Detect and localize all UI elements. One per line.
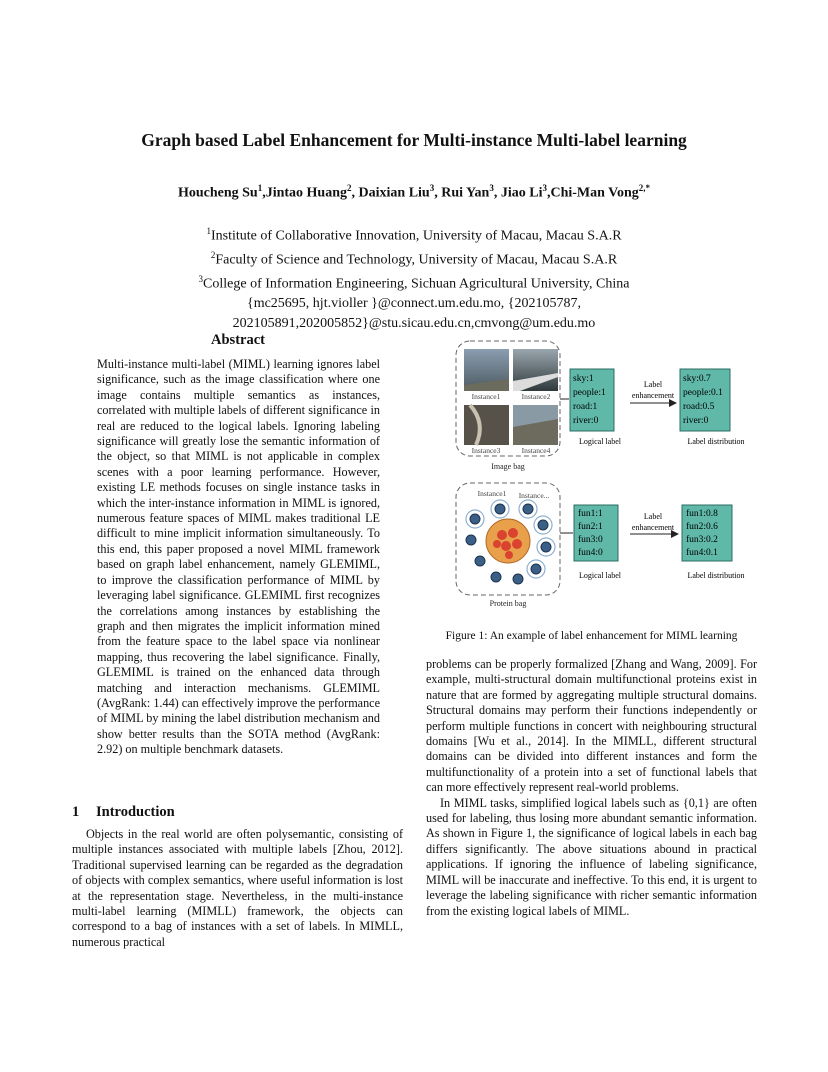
affiliation-text: Faculty of Science and Technology, University of Macau, Macau S.A.R [215, 252, 618, 268]
instance-image-4 [513, 405, 558, 445]
affiliation [0, 246, 828, 270]
box-caption: Label distribution [687, 571, 745, 580]
section-number: 1 [72, 804, 80, 820]
intro-left-column [72, 827, 403, 950]
instance-label: Instance2 [521, 392, 551, 401]
abstract-heading: Abstract [211, 332, 265, 348]
distribution-item: fun4:0.1 [686, 548, 718, 558]
author-name: Jiao Li [500, 185, 543, 201]
logical-label-item: sky:1 [573, 374, 594, 384]
bag-label: Image bag [491, 462, 525, 471]
abstract-paragraph: Multi-instance multi-label (MIML) learning ignores label significance, such as the image classification where one image contains multiple semantics as instances, correlated with multiple labels of different significance in real are reduced to the logical labels. Ignoring labeling significance will greatly lose the semantic information of the object, so that MIML is not applicable in complex scenes with a poor learning performance. However, existing LE methods focuses on single instance tasks in which the inter-instance information in MIML is ignored, numerous feature spaces of MIML makes traditional LE difficult to mine implicit information simultaneously. To this end, this paper proposed a novel MIML framework based on graph label enhancement, namely GLEMIML, to improve the classification performance of MIML by leveraging label significance. GLEMIML first recognizes the correlations among instances by establishing the graph and then migrates the implicit information mined from the feature space to the label space via nonlinear mapping, thus recovering the label significance. Finally, GLEMIML is trained on the enhanced data through matching and interaction mechanisms. GLEMIML (AvgRank: 1.44) can effectively improve the performance of MIML by mining the label distribution mechanism and show better results than the SOTA method (AvgRank: 2.92) on multiple benchmark datasets. [97, 357, 380, 757]
instance-label: Instance4 [521, 446, 551, 455]
abstract-text [97, 357, 380, 758]
instance-image-1 [464, 349, 509, 391]
box-caption: Logical label [579, 571, 621, 580]
author-sup: 3 [542, 183, 547, 193]
author-sup: 1 [257, 183, 263, 193]
logical-label-item: fun2:1 [578, 522, 603, 532]
logical-label-item: fun3:0 [578, 535, 603, 545]
intro-paragraph: Objects in the real world are often polysemantic, consisting of multiple instances associated with multiple labels [Zhou, 2012]. Traditional supervised learning can be regarded as the degradation of objects with complex semantics, where useful information is lost at the representation stage. Nevertheless, in the multi-instance multi-label learning (MIMLL) framework, the objects can correspond to a bag of instances with a set of labels. In MIMLL, numerous practical [72, 827, 403, 949]
affiliation-text: College of Information Engineering, Sichuan Agricultural University, China [203, 276, 630, 292]
protein-graphic [466, 500, 555, 584]
logical-label-item: fun1:1 [578, 509, 603, 519]
distribution-item: fun2:0.6 [686, 522, 718, 532]
figure-caption: Figure 1: An example of label enhancement for MIML learning [445, 630, 738, 642]
arrow-label: enhancement [631, 391, 675, 400]
author-list: Houcheng Su$^1$,Jintao Huang$^2$, Daixian Liu$^3$, Rui Yan$^3$, Jiao Li$^3$,Chi-Man Vong$^{2,*}$ [177, 183, 651, 201]
distribution-item: people:0.1 [683, 388, 723, 398]
intro-paragraph: problems can be properly formalized [Zhang and Wang, 2009]. For example, multi-structural domain multifunctional proteins exist in nature that are formed by aggregating multiple structural domains. Structural domains may perform their functions independently or perform multiple functions in concert with neighbouring structural domains [Wu et al., 2014]. In the MIMLL, different structural domains can be divided into different instances and form the multifunctionality of a protein into a set of functional labels that can more effectively represent real-world problems. [426, 657, 757, 795]
logical-label-item: river:0 [573, 416, 599, 426]
logical-label-item: fun4:0 [578, 548, 603, 558]
intro-right-column [426, 657, 757, 919]
affiliation-sup: 1 [206, 226, 211, 236]
email-line: {mc25695, hjt.violler }@connect.um.edu.mo, {202105787, [246, 296, 581, 312]
author-sup: 2,* [638, 183, 651, 193]
author-sup: 3 [429, 183, 435, 193]
arrow-label: enhancement [631, 523, 675, 532]
distribution-item: fun1:0.8 [686, 509, 718, 519]
author-name: Rui Yan [441, 185, 490, 201]
distribution-item: river:0 [683, 416, 709, 426]
affiliation [0, 270, 828, 294]
bag-label: Protein bag [489, 599, 527, 608]
affiliation-sup: 3 [198, 274, 204, 285]
intro-paragraph: In MIML tasks, simplified logical labels such as {0,1} are often used for labeling, thus losing more abundant semantic information. As shown in Figure 1, the significance of logical labels in each bag differs significantly. The above situations abound in practical applications. If ignoring the influence of labeling significance, MIML will be inaccurate and ineffective. To this end, it is urgent to leverage the labeling significance with richer semantic information from the existing logical labels of MIML. [426, 795, 757, 918]
section-heading [72, 804, 175, 821]
paper-title: Graph based Label Enhancement for Multi-instance Multi-label learning [141, 130, 687, 150]
arrow-label: Label [643, 380, 663, 389]
author-name: Jintao Huang [265, 185, 348, 201]
affiliation-sup: 2 [210, 250, 216, 261]
author-name: Daixian Liu [358, 185, 430, 201]
affiliations [0, 222, 828, 333]
distribution-item: fun3:0.2 [686, 535, 718, 545]
instance-image-2 [513, 349, 558, 391]
instance-label: Instance1 [477, 489, 507, 498]
author-sup: 3 [489, 183, 494, 193]
section-title: Introduction [96, 804, 175, 820]
instance-image-3 [464, 405, 509, 445]
arrow-label: Label [643, 512, 663, 521]
instance-label: Instance... [518, 491, 550, 500]
affiliation [0, 222, 828, 246]
affiliation-text: Institute of Collaborative Innovation, University of Macau, Macau S.A.R [210, 228, 622, 244]
instance-label: Instance1 [471, 392, 501, 401]
email-line: 202105891,202005852}@stu.sicau.edu.cn,cmvong@um.edu.mo [232, 315, 596, 331]
logical-label-item: people:1 [573, 388, 606, 398]
figure-1 [440, 335, 770, 620]
box-caption: Label distribution [687, 437, 745, 446]
distribution-item: sky:0.7 [683, 374, 711, 384]
instance-label: Instance3 [471, 446, 501, 455]
box-caption: Logical label [579, 437, 621, 446]
logical-label-item: road:1 [573, 402, 598, 412]
distribution-item: road:0.5 [683, 402, 715, 412]
author-sup: 2 [347, 183, 352, 193]
author-name: Chi-Man Vong [550, 185, 639, 201]
author-name: Houcheng Su [177, 185, 258, 201]
